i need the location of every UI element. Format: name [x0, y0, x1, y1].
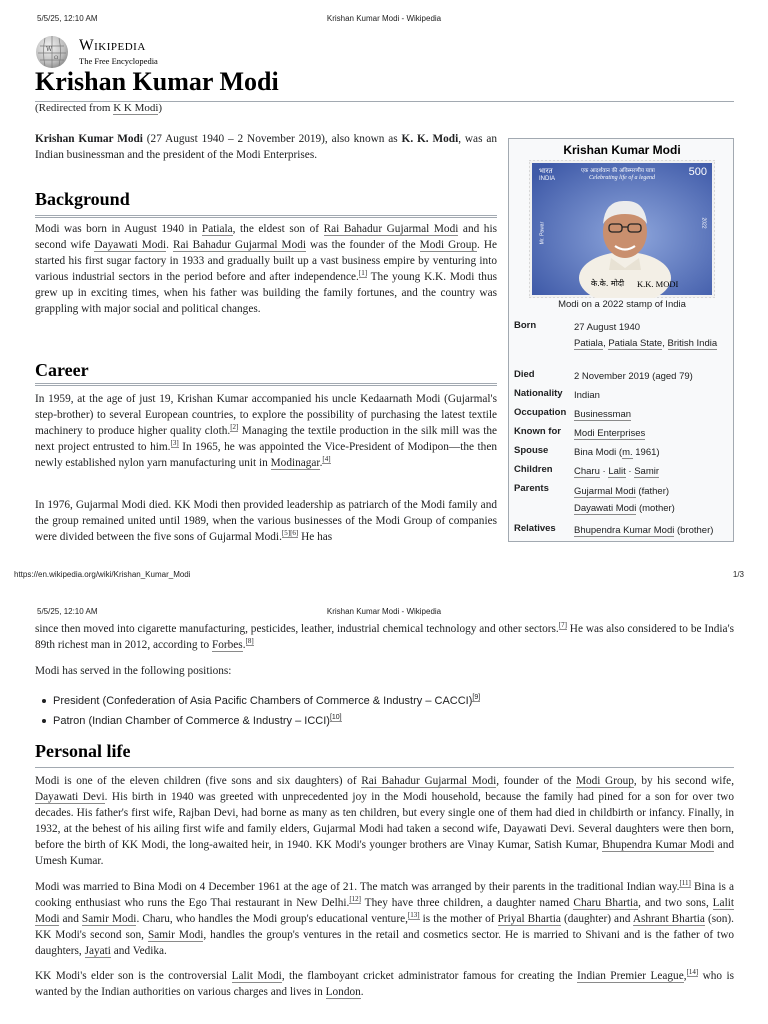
- list-item: [40, 711, 480, 731]
- print-url: https://en.wikipedia.org/wiki/Krishan_Kumar_Modi: [14, 570, 191, 579]
- text: In 1976, Gujarmal Modi died. KK Modi then provided leadership as patriarch of the Modi family and the group remained united until 1989, when the various businesses of the Modi Group of companies were divided between the five sons of Gujarmal Modi.: [35, 499, 497, 543]
- text: (son). KK Modi's second son,: [35, 912, 734, 941]
- infobox-label: Children: [514, 464, 553, 475]
- citation-7[interactable]: [7]: [558, 621, 567, 630]
- list-item: [40, 691, 480, 711]
- text: In 1965, he was appointed the Vice-President of Modipon—the then newly established nylon yarn manufacturing unit in: [35, 440, 497, 469]
- wikipedia-wordmark: Wikipedia: [79, 37, 146, 54]
- print-footer-page-1: [0, 570, 768, 584]
- infobox-value: [574, 523, 732, 539]
- personal-paragraph-3: [35, 969, 734, 1001]
- infobox-label: Known for: [514, 426, 561, 437]
- link-london[interactable]: London: [325, 985, 361, 998]
- article-title: Krishan Kumar Modi: [35, 67, 279, 96]
- link-charu[interactable]: Charu: [574, 466, 600, 477]
- link-priyal-bhartia[interactable]: Priyal Bhartia: [497, 912, 561, 925]
- text: (father): [635, 486, 670, 497]
- infobox-value: [574, 464, 732, 480]
- lead-aka: K. K. Modi: [401, 133, 459, 145]
- text: Modi was married to Bina Modi on 4 December 1961 at the age of 21. The match was arranged by their parents in the traditional Indian way.: [35, 881, 680, 893]
- print-doc-title: Krishan Kumar Modi - Wikipedia: [326, 607, 442, 616]
- redirect-link[interactable]: K K Modi: [113, 102, 159, 114]
- text: He was also considered to be India's 89th richest man in 2012, according to: [35, 623, 735, 651]
- text: Bina Modi (: [574, 447, 623, 458]
- lead-text: , was an Indian businessman and the president of the Modi Enterprises.: [35, 133, 497, 161]
- text: and Umesh Kumar.: [35, 838, 734, 867]
- infobox-label: Spouse: [514, 445, 549, 456]
- section-heading-career: Career: [35, 360, 89, 380]
- stamp-vertical-text: Mr. Pawar: [539, 221, 546, 245]
- stamp-name-hindi: के.के. मोदी: [591, 279, 625, 288]
- text: , the eldest son of: [232, 223, 324, 235]
- citation-2[interactable]: [2]: [230, 423, 239, 432]
- section-heading-personal-life: Personal life: [35, 741, 131, 761]
- link-forbes[interactable]: Forbes: [211, 638, 243, 651]
- text: In 1959, at the age of just 19, Krishan Kumar accompanied his uncle Kedaarnath Modi (Gujarmal's step-brother) to several European countries, to explore the possibility of purchasing the latest textile machinery to produce higher quality cloth.: [35, 393, 497, 437]
- citation-14[interactable]: [14]: [686, 968, 699, 977]
- link-samir[interactable]: Samir: [634, 466, 660, 477]
- infobox-label: Nationality: [514, 388, 563, 399]
- link-bhupendra-kumar-modi[interactable]: Bhupendra Kumar Modi: [574, 525, 675, 536]
- link-married[interactable]: m.: [622, 447, 633, 458]
- citation-9[interactable]: [9]: [472, 694, 481, 702]
- print-page-number: 1/3: [732, 570, 744, 579]
- sep: ,: [603, 337, 609, 349]
- text: Managing the textile production in the silk mill was the next project entrusted to him.: [35, 424, 497, 453]
- stamp-country-hindi: भारत: [539, 167, 553, 175]
- career-paragraph-1: [35, 392, 497, 472]
- text: since then moved into cigarette manufacturing, pesticides, leather, industrial chemical technology and other sectors.: [35, 623, 559, 635]
- infobox-value: [574, 407, 732, 423]
- link-indian-premier-league[interactable]: Indian Premier League: [577, 970, 684, 982]
- infobox-caption: Modi on a 2022 stamp of India: [558, 299, 686, 310]
- stamp-motto: Celebrating life of a legend: [589, 175, 655, 181]
- citation-12[interactable]: [12]: [349, 895, 361, 904]
- text: .: [166, 238, 173, 251]
- text: Modi is one of the eleven children (five sons and six daughters) of: [35, 775, 362, 787]
- citation-1[interactable]: [1]: [358, 268, 368, 277]
- svg-text:Ω: Ω: [54, 55, 59, 61]
- infobox-label: Died: [514, 369, 535, 380]
- text: Bina is a cooking enthusiast who runs the Ego Thai restaurant in New Delhi.: [35, 881, 735, 909]
- text: , founder of the: [496, 775, 576, 787]
- section-divider: [35, 215, 497, 218]
- positions-list: [40, 691, 480, 731]
- text: is the mother of: [419, 912, 498, 925]
- print-datetime: 5/5/25, 12:10 AM: [37, 14, 98, 23]
- text: , the flamboyant cricket administrator famous for creating the: [281, 970, 578, 982]
- citation-11[interactable]: [11]: [679, 879, 691, 888]
- text: Modi was born in August 1940 in: [35, 223, 202, 235]
- infobox-value: 2 November 2019 (aged 79): [574, 371, 693, 382]
- text: and his second wife: [35, 223, 497, 251]
- text: The young K.K. Modi thus grew up in exciting times, when his father was building the family fortunes, and the country was grappling with major social and political changes.: [35, 270, 497, 315]
- infobox-label: Occupation: [514, 407, 567, 418]
- lead-paragraph: [35, 132, 497, 164]
- sep: ,: [662, 337, 668, 349]
- wikipedia-tagline: The Free Encyclopedia: [79, 56, 158, 66]
- link-lalit-modi[interactable]: Lalit Modi: [35, 896, 734, 925]
- link-gujarmal-modi[interactable]: Rai Bahadur Gujarmal Modi: [323, 223, 459, 235]
- stamp-country: INDIA: [539, 176, 556, 182]
- text: , by his second wife,: [633, 775, 735, 787]
- link-lalit[interactable]: Lalit: [608, 466, 626, 477]
- stamp-value: 500: [688, 166, 707, 178]
- text: He has: [298, 530, 333, 543]
- link-patiala-state[interactable]: Patiala State: [608, 337, 663, 349]
- text: . He started his first sugar factory in 1933 and gradually built up a vast business empire by venturing into various industrial sectors in the period before and after independence.: [35, 238, 497, 283]
- citation-3[interactable]: [3]: [170, 438, 179, 447]
- personal-paragraph-1: [35, 774, 734, 869]
- infobox-value: [574, 320, 732, 351]
- stamp-name: K.K. MODI: [637, 279, 679, 289]
- text: (mother): [636, 503, 675, 514]
- print-datetime: 5/5/25, 12:10 AM: [37, 607, 98, 616]
- infobox-value: [574, 445, 732, 461]
- text: , handles the group's ventures in the retail and cosmetics sector. He is married to Shivani and is the father of two daughters,: [35, 928, 735, 957]
- text: .: [360, 985, 364, 998]
- infobox-value: [574, 426, 732, 442]
- citation-5[interactable]: [5]: [281, 529, 291, 538]
- link-gujarmal-modi[interactable]: Rai Bahadur Gujarmal Modi: [172, 238, 307, 251]
- text: was the founder of the: [306, 238, 420, 251]
- link-dayawati-modi[interactable]: Dayawati Modi: [574, 503, 637, 514]
- link-samir-modi[interactable]: Samir Modi: [81, 912, 137, 925]
- link-bhupendra-kumar-modi[interactable]: Bhupendra Kumar Modi: [602, 838, 715, 851]
- citation-4[interactable]: [4]: [322, 454, 331, 463]
- svg-text:W: W: [46, 46, 53, 53]
- citation-8[interactable]: [8]: [245, 637, 254, 646]
- redirect-note: [35, 102, 162, 114]
- infobox-label: Born: [514, 320, 537, 331]
- redirect-prefix: (Redirected from: [35, 102, 114, 114]
- print-doc-title: Krishan Kumar Modi - Wikipedia: [326, 14, 442, 23]
- citation-13[interactable]: [13]: [407, 911, 420, 920]
- print-header-page-2: [0, 607, 768, 621]
- link-lalit-modi[interactable]: Lalit Modi: [231, 970, 282, 982]
- link-dayawati-modi[interactable]: Dayawati Modi: [94, 238, 167, 251]
- link-modi-group[interactable]: Modi Group: [575, 775, 634, 787]
- text: , and two sons,: [638, 896, 713, 909]
- text: ,: [683, 970, 687, 982]
- text: 1961): [632, 447, 660, 458]
- position-text: Patron (Indian Chamber of Commerce & Industry – ICCI): [53, 715, 330, 727]
- lead-text: (27 August 1940 – 2 November 2019), also known as: [142, 133, 402, 145]
- print-header-page-1: [0, 14, 768, 28]
- link-patiala[interactable]: Patiala: [201, 223, 233, 235]
- wikipedia-logo[interactable]: [34, 34, 174, 70]
- text: and Vedika.: [110, 944, 167, 957]
- citation-10[interactable]: [10]: [329, 714, 342, 722]
- link-gujarmal-modi[interactable]: Rai Bahadur Gujarmal Modi: [361, 775, 497, 787]
- infobox-title: Krishan Kumar Modi: [563, 143, 681, 157]
- infobox-value: Indian: [574, 390, 600, 401]
- link-modi-enterprises[interactable]: Modi Enterprises: [574, 428, 646, 439]
- born-date: 27 August 1940: [574, 322, 641, 333]
- position-text: President (Confederation of Asia Pacific Chambers of Commerce & Industry – CACCI): [53, 695, 473, 707]
- lead-name: Krishan Kumar Modi: [35, 133, 143, 145]
- link-dayawati-devi[interactable]: Dayawati Devi: [35, 790, 105, 803]
- text: .: [242, 638, 246, 651]
- sep: ·: [599, 466, 609, 477]
- text: They have three children, a daughter named: [361, 896, 574, 909]
- infobox-label: Relatives: [514, 523, 556, 534]
- text: .: [319, 456, 323, 469]
- section-divider: [35, 767, 734, 768]
- infobox-label: Parents: [514, 483, 549, 494]
- link-samir-modi[interactable]: Samir Modi: [147, 928, 204, 941]
- link-jayati[interactable]: Jayati: [84, 944, 111, 957]
- infobox-value: [574, 483, 732, 517]
- redirect-suffix: ): [158, 102, 163, 114]
- link-patiala[interactable]: Patiala: [574, 337, 604, 349]
- stamp-year: 2022: [700, 217, 707, 229]
- link-businessman[interactable]: Businessman: [574, 409, 632, 420]
- infobox-stamp-image[interactable]: [529, 160, 715, 298]
- link-british-india[interactable]: British India: [667, 337, 718, 349]
- infobox: [508, 138, 734, 542]
- link-modi-group[interactable]: Modi Group: [419, 238, 478, 251]
- stamp-hindi-line: एक आदर्शवान की अविस्मरणीय यात्रा: [581, 168, 655, 174]
- positions-intro: Modi has served in the following positions:: [35, 665, 232, 677]
- text: and: [59, 912, 82, 925]
- text: (brother): [674, 525, 714, 536]
- text: who is wanted by the Indian authorities on various charges and lives in: [35, 970, 734, 998]
- text: . Charu, who handles the Modi group's educational venture,: [136, 912, 408, 925]
- section-heading-background: Background: [35, 189, 130, 209]
- career-paragraph-2-continued: [35, 622, 734, 654]
- career-paragraph-2: [35, 498, 497, 546]
- citation-6[interactable]: [6]: [290, 529, 299, 538]
- text: KK Modi's elder son is the controversial: [35, 970, 232, 982]
- puzzle-globe-icon: [34, 34, 70, 70]
- text: (daughter) and: [560, 912, 633, 925]
- link-modinagar[interactable]: Modinagar: [270, 456, 320, 469]
- link-charu-bhartia[interactable]: Charu Bhartia: [573, 896, 639, 909]
- link-gujarmal-modi[interactable]: Gujarmal Modi: [574, 486, 636, 497]
- personal-paragraph-2: [35, 880, 734, 960]
- sep: ·: [625, 466, 635, 477]
- section-divider: [35, 383, 497, 386]
- link-ashrant-bhartia[interactable]: Ashrant Bhartia: [632, 912, 705, 925]
- background-paragraph: [35, 222, 497, 317]
- text: . His birth in 1940 was greeted with unprecedented joy in the Modi household, because the family had pined for a son for over two decades. His father's first wife, Rajban Devi, had borne as many as ten children, but every single one of them had died in childbirth or infancy. Finally, in 1932, at the behest of his ailing first wife and family elders, Gujarmal Modi had taken a second wife, Dayawati Devi. Several daughters were then born, before the birth of KK Modi, the long-awaited heir, in 1940. KK Modi's younger brothers are Vinay Kumar, Satish Kumar,: [35, 790, 734, 851]
